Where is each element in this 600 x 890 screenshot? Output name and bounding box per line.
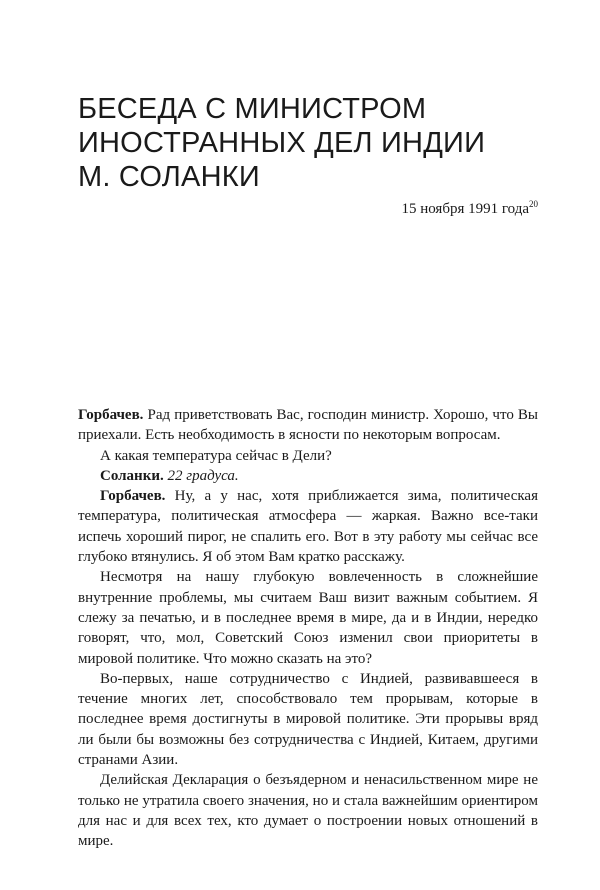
meeting-date bbox=[401, 200, 538, 218]
title-line-1: БЕСЕДА С МИНИСТРОМ bbox=[78, 93, 427, 125]
meeting-date-text: 15 ноября 1991 года bbox=[401, 201, 529, 217]
paragraph-1 bbox=[78, 405, 538, 446]
paragraph-text: Делийская Декларация о безъядерном и ненасильственном мире не только не утратила своего значения, но и стала важнейшим ориентиром для нас и для всех тех, кто думает о построении новых отношений в мире. bbox=[78, 772, 538, 850]
title-line-2: ИНОСТРАННЫХ ДЕЛ ИНДИИ bbox=[78, 127, 486, 159]
paragraph-3 bbox=[78, 466, 538, 486]
paragraph-5 bbox=[78, 567, 538, 668]
paragraph-text: Ну, а у нас, хотя приближается зима, политическая температура, политическая атмосфера — жаркая. Важно все-таки испечь хороший пирог, не спалить его. Вот в эту работу мы сейчас все глубоко втянулись. Я об этом Вам кратко расскажу. bbox=[78, 488, 538, 566]
paragraph-text: Несмотря на нашу глубокую вовлеченность в сложнейшие внутренние проблемы, мы считаем Ваш визит важным событием. Я слежу за печатью, и в последнее время в мире, да и в Индии, нередко говорят, что, мол, Советский Союз изменил свои приоритеты в мировой политике. Что можно сказать на это? bbox=[78, 569, 538, 667]
page-title bbox=[78, 92, 558, 194]
paragraph-7 bbox=[78, 770, 538, 851]
paragraph-text: А какая температура сейчас в Дели? bbox=[100, 447, 332, 464]
paragraph-text: Рад приветствовать Вас, господин министр. Хорошо, что Вы приехали. Есть необходимость в ясности по некоторым вопросам. bbox=[78, 407, 538, 444]
speaker-name: Горбачев. bbox=[100, 488, 166, 505]
title-line-3: М. СОЛАНКИ bbox=[78, 161, 260, 193]
paragraph-4 bbox=[78, 486, 538, 567]
speaker-name: Горбачев. bbox=[78, 407, 144, 423]
paragraph-text: 22 градуса. bbox=[163, 467, 239, 484]
paragraph-6 bbox=[78, 669, 538, 770]
speaker-name: Соланки. bbox=[100, 467, 164, 484]
footnote-reference: 20 bbox=[529, 199, 538, 209]
transcript-body bbox=[78, 405, 538, 852]
paragraph-text: Во-первых, наше сотрудничество с Индией, развивавшееся в течение многих лет, способствовало тем прорывам, которые в последнее время достигнуты в мировой политике. Эти прорывы вряд ли были бы возможны без сотрудничества с Индией, Китаем, другими странами Азии. bbox=[78, 670, 538, 769]
paragraph-2 bbox=[78, 446, 538, 466]
